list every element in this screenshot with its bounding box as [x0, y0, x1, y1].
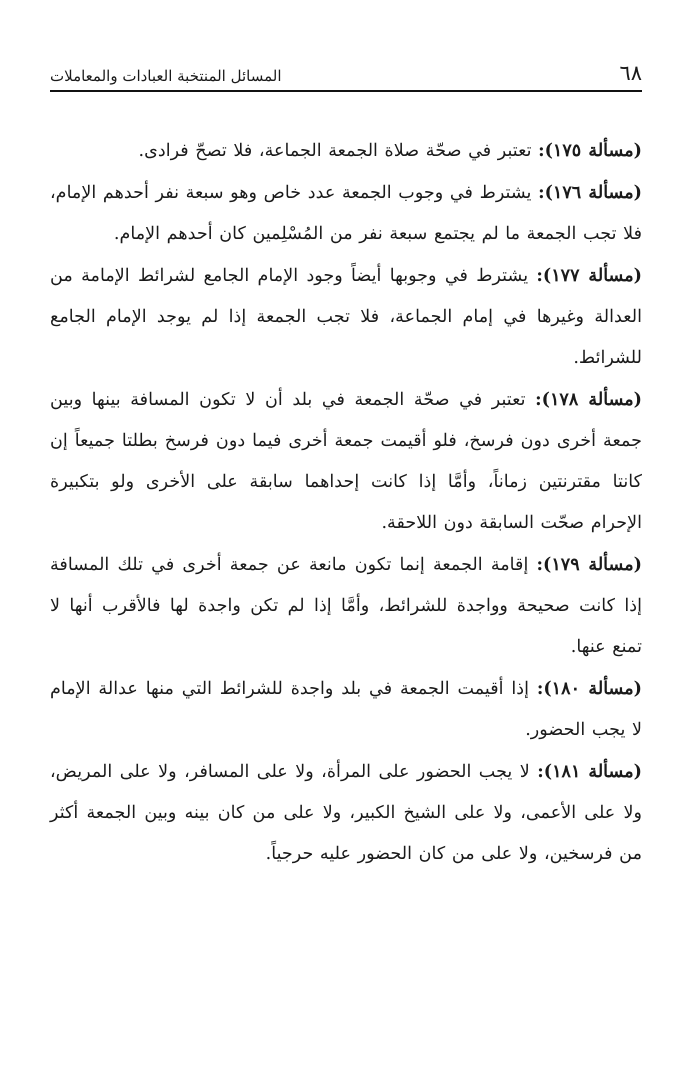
- issue-text: إقامة الجمعة إنما تكون مانعة عن جمعة أخرى في تلك المسافة إذا كانت صحيحة وواجدة للشرائط، وأمَّا إذا لم تكن واجدة لها فالأقرب أنها لا تمنع عنها.: [50, 555, 642, 657]
- issue-paragraph: [50, 379, 642, 544]
- issue-label: (مسألة ١٨١):: [537, 761, 642, 782]
- issue-text: إذا أقيمت الجمعة في بلد واجدة للشرائط التي منها عدالة الإمام لا يجب الحضور.: [50, 679, 642, 740]
- issue-label: (مسألة ١٧٩):: [536, 554, 642, 575]
- issue-text: تعتبر في صحّة صلاة الجمعة الجماعة، فلا تصحّ فرادى.: [138, 141, 532, 161]
- issue-label: (مسألة ١٧٥):: [538, 140, 642, 161]
- issue-paragraph: [50, 172, 642, 255]
- issue-text: يشترط في وجوبها أيضاً وجود الإمام الجامع لشرائط الإمامة من العدالة وغيرها في إمام الجماعة، فلا تجب الجمعة إذا لم يوجد الإمام الجامع للشرائط.: [50, 266, 642, 368]
- page-body: [50, 130, 642, 875]
- issue-label: (مسألة ١٧٦):: [538, 182, 643, 203]
- issue-label: (مسألة ١٧٨):: [535, 389, 643, 410]
- issue-text: تعتبر في صحّة الجمعة في بلد أن لا تكون المسافة بينها وبين جمعة أخرى دون فرسخ، فلو أقيمت جمعة أخرى فيما دون فرسخ بطلتا جميعاً إن كانتا مقترنتين زماناً، وأمَّا إذا كانت إحداهما سابقة على الأخرى ولو بتكبيرة الإحرام صحّت السابقة دون اللاحقة.: [50, 390, 642, 533]
- issue-paragraph: [50, 255, 642, 379]
- issue-label: (مسألة ١٨٠):: [536, 678, 642, 699]
- issue-label: (مسألة ١٧٧):: [536, 265, 642, 286]
- page-number: ٦٨: [619, 61, 642, 85]
- page-header: [50, 60, 642, 92]
- issue-paragraph: [50, 751, 642, 875]
- running-title: المسائل المنتخبة العبادات والمعاملات: [50, 67, 282, 85]
- issue-text: يشترط في وجوب الجمعة عدد خاص وهو سبعة نفر أحدهم الإمام، فلا تجب الجمعة ما لم يجتمع سبعة نفر من المُسْلِمين كان أحدهم الإمام.: [50, 183, 642, 244]
- issue-paragraph: [50, 544, 642, 668]
- issue-paragraph: [50, 130, 642, 172]
- issue-paragraph: [50, 668, 642, 751]
- issue-text: لا يجب الحضور على المرأة، ولا على المسافر، ولا على المريض، ولا على الأعمى، ولا على الشيخ الكبير، ولا على من كان بينه وبين الجمعة أكثر من فرسخين، ولا على من كان الحضور عليه حرجياً.: [50, 762, 642, 864]
